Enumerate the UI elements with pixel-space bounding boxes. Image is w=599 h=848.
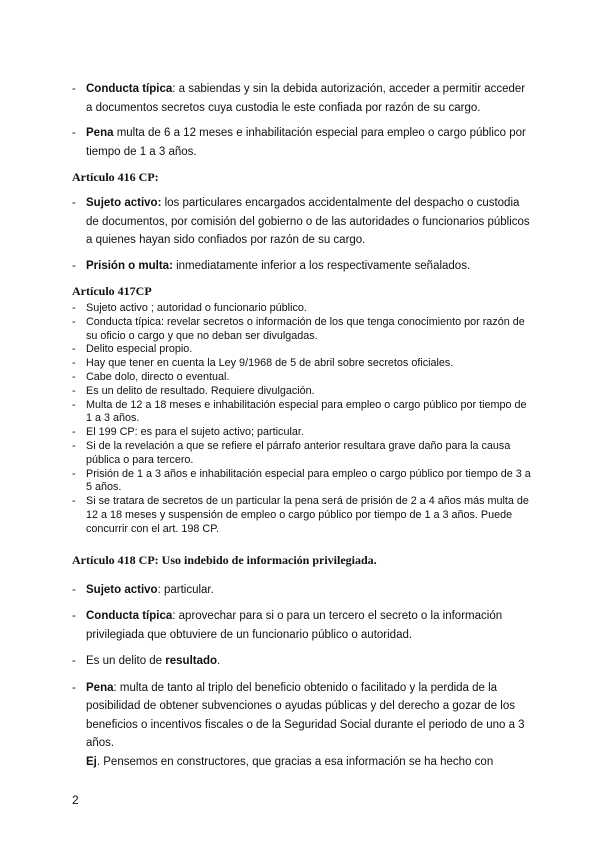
list-item: - Sujeto activo: particular. <box>72 581 532 600</box>
page-number: 2 <box>72 793 79 807</box>
list-item: - Conducta típica: revelar secretos o información de los que tenga conocimiento por razón de su oficio o cargo y que no deban ser divulgadas. <box>72 316 532 344</box>
list-item: - Multa de 12 a 18 meses e inhabilitación especial para empleo o cargo público por tiempo de 1 a 3 años. <box>72 399 532 427</box>
list-item: - Prisión o multa: inmediatamente inferior a los respectivamente señalados. <box>72 257 532 276</box>
list-item: - Sujeto activo: los particulares encargados accidentalmente del despacho o custodia de documentos, por comisión del gobierno o de las autoridades o funcionarios públicos a quienes hayan sido confiados por razón de su cargo. <box>72 194 532 250</box>
list-item: - Conducta típica: a sabiendas y sin la debida autorización, acceder a permitir acceder a documentos secretos cuya custodia le este confiada por razón de su cargo. <box>72 80 532 117</box>
art417-list <box>72 302 532 537</box>
section-heading-art418: Artículo 418 CP: Uso indebido de información privilegiada. <box>72 552 377 567</box>
list-item: - Conducta típica: aprovechar para si o para un tercero el secreto o la información privilegiada que obtuviere de un funcionario público o autoridad. <box>72 607 532 644</box>
list-item: - Hay que tener en cuenta la Ley 9/1968 de 5 de abril sobre secretos oficiales. <box>72 357 532 371</box>
list-item: - Cabe dolo, directo o eventual. <box>72 371 532 385</box>
list-item: - Es un delito de resultado. Requiere divulgación. <box>72 385 532 399</box>
list-item: - Pena: multa de tanto al triplo del beneficio obtenido o facilitado y la perdida de la posibilidad de obtener subvenciones o ayudas públicas y del derecho a gozar de los beneficios o incentivos fiscales o de la Seguridad Social durante el periodo de uno a 3 años. <box>72 679 532 753</box>
list-item: - Delito especial propio. <box>72 343 532 357</box>
section-heading-art416: Artículo 416 CP: <box>72 170 159 184</box>
list-item: - El 199 CP: es para el sujeto activo; particular. <box>72 426 532 440</box>
art418-list <box>72 581 532 772</box>
list-item: - Si se tratara de secretos de un particular la pena será de prisión de 2 a 4 años más multa de 12 a 18 meses y suspensión de empleo o cargo público por tiempo de 1 a 3 años. Puede concurrir con el art. 198 CP. <box>72 495 532 536</box>
page-content <box>72 80 532 771</box>
list-item: - Sujeto activo ; autoridad o funcionario público. <box>72 302 532 316</box>
example-paragraph: Ej. Pensemos en constructores, que gracias a esa información se ha hecho con <box>86 755 494 768</box>
list-item: - Prisión de 1 a 3 años e inhabilitación especial para empleo o cargo público por tiempo de 3 a 5 años. <box>72 468 532 496</box>
list-item: - Si de la revelación a que se refiere el párrafo anterior resultara grave daño para la causa pública o para tercero. <box>72 440 532 468</box>
list-item: - Pena multa de 6 a 12 meses e inhabilitación especial para empleo o cargo público por tiempo de 1 a 3 años. <box>72 124 532 161</box>
list-item: - Es un delito de resultado. <box>72 652 532 671</box>
section-heading-art417: Artículo 417CP <box>72 284 152 298</box>
